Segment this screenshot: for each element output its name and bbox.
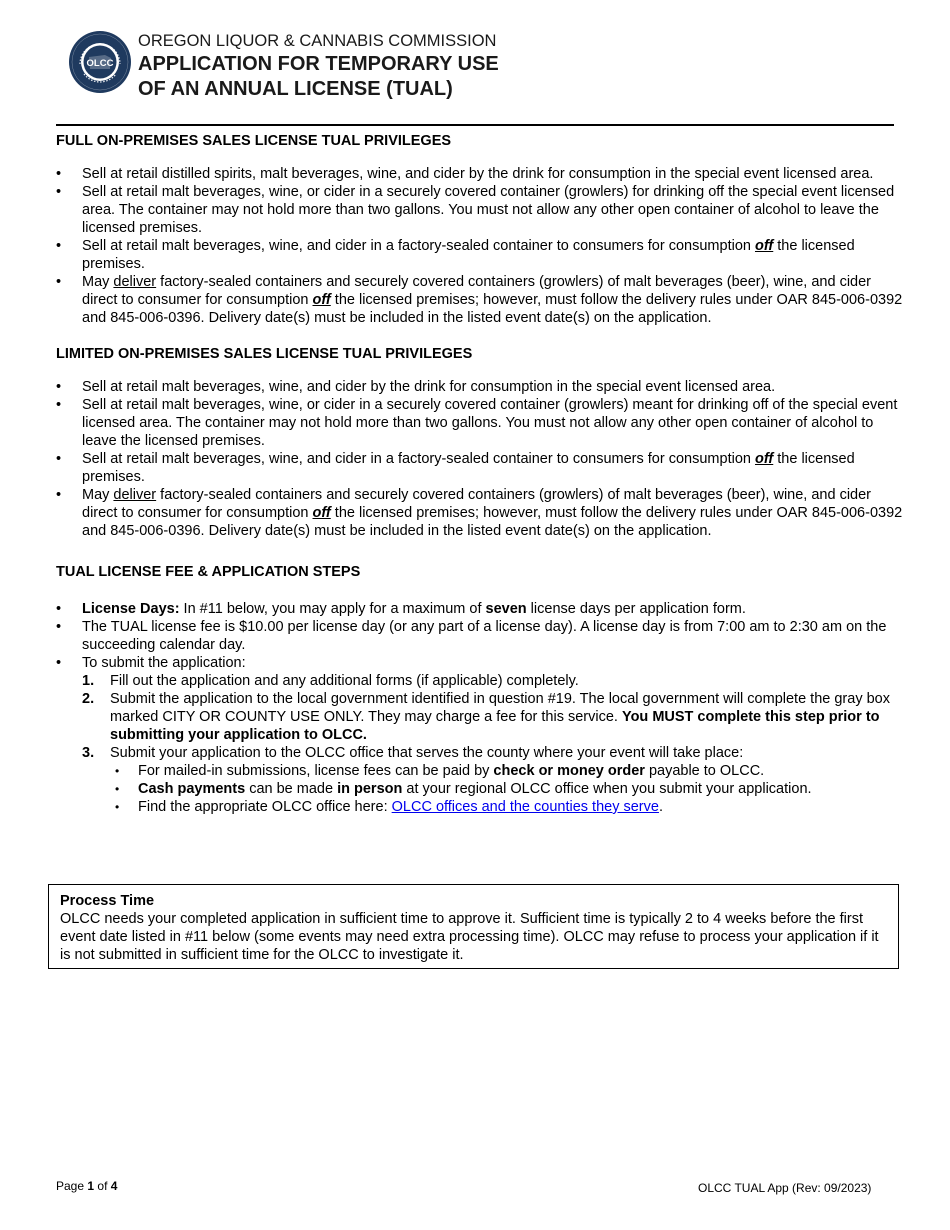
process-time-box <box>48 884 899 969</box>
sub-item <box>110 780 906 798</box>
limited-section-heading: LIMITED ON-PREMISES SALES LICENSE TUAL PRIVILEGES <box>56 346 473 362</box>
list-item-text: In #11 below, you may apply for a maximum of <box>179 601 486 617</box>
sub-item-text: . <box>658 799 663 815</box>
fee-steps-list <box>56 600 906 816</box>
step-item <box>82 672 906 690</box>
document-body <box>56 128 906 816</box>
list-item-text: Sell at retail malt beverages, wine, or cider in a securely covered container (growlers) for drinking off the special event licensed area. The container may not hold more than two gallons. You must not allow any other open container of alcohol to leave the licensed premises. <box>82 184 895 236</box>
list-item <box>56 600 906 618</box>
emphasis-off: off <box>312 292 331 308</box>
total-pages: 4 <box>110 1179 118 1193</box>
list-item <box>56 165 906 183</box>
list-item-text: Sell at retail malt beverages, wine, and cider in a factory-sealed container to consumers for consumption <box>82 451 755 467</box>
sub-item <box>110 798 906 816</box>
step-number: 2. <box>82 691 95 707</box>
step-number: 1. <box>82 673 95 689</box>
submission-steps <box>82 672 906 816</box>
list-item-text: May <box>82 274 114 290</box>
list-item <box>56 183 906 237</box>
list-item-text: Sell at retail malt beverages, wine, or cider in a securely covered container (growlers) meant for drinking off of the special event licensed area. The container may not hold more than two gallons. You must not allow any other open container of alcohol to leave the licensed premises. <box>82 397 898 449</box>
emphasis-deliver: deliver <box>113 274 157 290</box>
process-time-body: OLCC needs your completed application in sufficient time to approve it. Sufficient time is typically 2 to 4 weeks before the first event date listed in #11 below (some events may need extra processing time). OLCC may refuse to process your application if it is not submitted in sufficient time for the OLCC to investigate it. <box>60 911 879 963</box>
step-text: Submit the application to the local government identified in question #19. The local government will complete the gray box marked CITY OR COUNTY USE ONLY. They may charge a fee for this service. <box>110 691 890 725</box>
list-item-text: May <box>82 487 114 503</box>
limited-privileges-list <box>56 378 906 540</box>
list-item <box>56 618 906 654</box>
full-privileges-list <box>56 165 906 327</box>
sub-item-text: can be made <box>245 781 338 797</box>
emphasis-seven: seven <box>485 601 527 617</box>
list-item-text: Sell at retail distilled spirits, malt beverages, wine, and cider by the drink for consumption in the special event licensed area. <box>82 166 874 182</box>
emphasis-off: off <box>754 451 774 467</box>
sub-item-emphasis: check or money order <box>493 763 645 779</box>
svg-text:OLCC: OLCC <box>86 58 114 69</box>
sub-item <box>110 762 906 780</box>
list-item <box>56 396 906 450</box>
step-item <box>82 690 906 744</box>
list-item <box>56 378 906 396</box>
form-title-line-2: OF AN ANNUAL LICENSE (TUAL) <box>138 78 453 100</box>
list-item-text: Sell at retail malt beverages, wine, and cider in a factory-sealed container to consumers for consumption <box>82 238 755 254</box>
list-item <box>56 273 906 327</box>
sub-item-emphasis: Cash payments <box>138 781 246 797</box>
current-page: 1 <box>87 1179 95 1193</box>
olcc-seal-logo <box>68 30 132 94</box>
page-number <box>56 1179 117 1193</box>
list-item <box>56 654 906 816</box>
list-item <box>56 486 906 540</box>
sub-item-text: For mailed-in submissions, license fees can be paid by <box>138 763 494 779</box>
fee-section-heading: TUAL LICENSE FEE & APPLICATION STEPS <box>56 564 361 580</box>
list-item-text: The TUAL license fee is $10.00 per license day (or any part of a license day). A license day is from 7:00 am to 2:30 am on the succeeding calendar day. <box>82 619 887 653</box>
form-title-line-1: APPLICATION FOR TEMPORARY USE <box>138 53 499 75</box>
list-item <box>56 450 906 486</box>
header-divider <box>56 124 894 126</box>
sub-item-text: Find the appropriate OLCC office here: <box>138 799 392 815</box>
sub-item-text: at your regional OLCC office when you submit your application. <box>402 781 812 797</box>
of-label: of <box>97 1179 108 1193</box>
sub-item-text: payable to OLCC. <box>644 763 765 779</box>
process-time-title: Process Time <box>60 893 155 909</box>
list-item-text: factory-sealed containers and securely covered containers (growlers) of malt beverages (beer), wine, and cider direct to consumer for consumption <box>82 487 872 521</box>
full-section-heading: FULL ON-PREMISES SALES LICENSE TUAL PRIVILEGES <box>56 133 452 149</box>
list-item-text: the licensed premises; however, must follow the delivery rules under OAR 845-006-0392 and 845-006-0396. Delivery date(s) must be included in the listed event date(s) on the application. <box>82 505 903 539</box>
sub-item-emphasis: in person <box>337 781 403 797</box>
list-item-text: Sell at retail malt beverages, wine, and cider by the drink for consumption in the special event licensed area. <box>82 379 776 395</box>
list-item-text: license days per application form. <box>526 601 746 617</box>
emphasis-deliver: deliver <box>113 487 157 503</box>
license-days-label: License Days: <box>82 601 180 617</box>
emphasis-off: off <box>754 238 774 254</box>
step-emphasis: You MUST complete this step prior to submitting your application to OLCC. <box>110 709 880 743</box>
olcc-offices-link[interactable]: OLCC offices and the counties they serve <box>391 799 659 815</box>
header-text <box>138 30 499 102</box>
form-revision-id: OLCC TUAL App (Rev: 09/2023) <box>698 1181 872 1195</box>
page-label: Page <box>56 1179 85 1193</box>
agency-name: OREGON LIQUOR & CANNABIS COMMISSION <box>138 32 497 50</box>
step-text: Submit your application to the OLCC office that serves the county where your event will take place: <box>110 745 744 761</box>
emphasis-off: off <box>312 505 331 521</box>
step-text: Fill out the application and any additional forms (if applicable) completely. <box>110 673 579 689</box>
payment-sublist <box>110 762 906 816</box>
list-item-text: the licensed premises; however, must follow the delivery rules under OAR 845-006-0392 and 845-006-0396. Delivery date(s) must be included in the listed event date(s) on the application. <box>82 292 903 326</box>
list-item-text: factory-sealed containers and securely covered containers (growlers) of malt beverages (beer), wine, and cider direct to consumer for consumption <box>82 274 872 308</box>
list-item-text: the licensed premises. <box>82 451 855 485</box>
list-item-text: To submit the application: <box>82 655 246 671</box>
step-number: 3. <box>82 745 95 761</box>
step-item <box>82 744 906 816</box>
list-item <box>56 237 906 273</box>
list-item-text: the licensed premises. <box>82 238 855 272</box>
